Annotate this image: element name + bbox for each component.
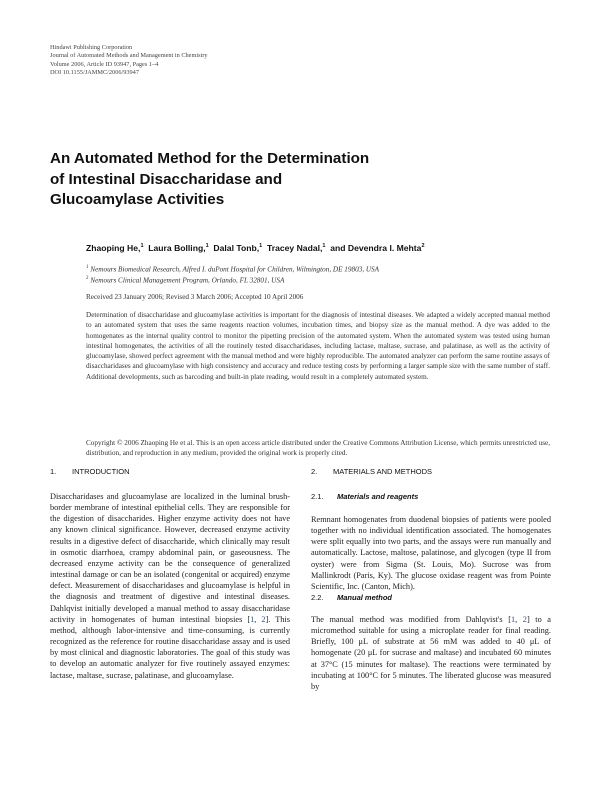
section-2-heading xyxy=(311,467,432,476)
subsection-number: 2.2. xyxy=(311,593,324,602)
received-dates: Received 23 January 2006; Revised 3 March 2006; Accepted 10 April 2006 xyxy=(86,293,304,301)
author-affiliation-mark: 1 xyxy=(322,243,326,250)
affiliation-mark: 1 xyxy=(86,265,89,270)
citation-link[interactable]: 1 xyxy=(510,615,516,624)
author-affiliation-mark: 2 xyxy=(421,243,425,250)
article-title xyxy=(50,149,470,211)
affiliation-1 xyxy=(86,265,379,273)
volume-line: Volume 2006, Article ID 93947, Pages 1–4 xyxy=(50,60,159,68)
citation-link[interactable]: 2 xyxy=(261,614,266,624)
author-name: Dalal Tonb, xyxy=(213,243,260,253)
intro-text-part-b: ]. This method, although labor-intensive and time-consuming, is currently recognized as the reference for routine disaccharidase assay and is used by most clinical and diagnostic laboratories. The goal of this study was to develop an automatic analyzer for five routinely assayed enzymes: lactase, maltase, sucrase, palatinase, and glucoamylase. xyxy=(50,614,290,680)
section-1-heading xyxy=(50,467,130,476)
title-line-3: Glucoamylase Activities xyxy=(50,191,225,208)
author-name: Zhaoping He, xyxy=(86,243,141,253)
subsection-title: Manual method xyxy=(337,593,393,602)
intro-text-part-a: Disaccharidases and glucoamylase are localized in the luminal brush-border membrane of intestinal epithelial cells. They are responsible for the digestion of disaccharides. Higher enzyme activity does not have any known clinical significance. However, decreased enzyme activity results in a digestive defect of disaccharide, which clinically may result in osmotic diarrhoea, crampy abdominal pain, or gaseousness. The decreased enzyme activity can be the consequence of generalized intestinal damage or can be an isolated (congenital or acquired) enzyme defect. Measurement of disaccharidases and glucoamylase is helpful in the diagnosis and treatment of digestive and intestinal diseases. Dahlqvist initially developed a manual method to assay disaccharidase activity in homogenates of human intestinal biopsies [ xyxy=(50,492,290,624)
citation-link[interactable]: 1 xyxy=(250,614,255,624)
subsection-number: 2.1. xyxy=(311,492,324,501)
publisher-line: Hindawi Publishing Corporation xyxy=(50,44,133,51)
abstract: Determination of disaccharidase and glucoamylase activities is important for the diagnosis of intestinal diseases. We adapted a widely accepted manual method to an automated system that uses the same reagents reaction volumes, incubation times, and biopsy size as the manual method. A dye was added to the homogenates as the internal quality control to monitor the pipetting precision of the automated system. When the automated system was tested using human intestinal homogenates, the activities of all the routinely tested disaccharidases, including lactase, maltase, sucrase, and palatinase, as well as the activity of glucoamylase, showed perfect agreement with the manual method and were highly reproducible. The automated analyzer can perform the same routine assays of disaccharidases and glucoamylase with high consistency and accuracy and reduce testing costs by performing a larger sample size with the same number of staff. Additional developments, such as barcoding and built-in plate reading, would result in a completely automated system. xyxy=(86,311,550,381)
affiliation-text: Nemours Clinical Management Program, Orlando, FL 32801, USA xyxy=(90,276,285,285)
author-affiliation-mark: 1 xyxy=(259,243,263,250)
citation-separator: , xyxy=(254,614,262,624)
citation-link[interactable]: 2 xyxy=(522,615,527,624)
author-name: Tracey Nadal, xyxy=(266,243,323,253)
title-line-1: An Automated Method for the Determination xyxy=(50,150,370,167)
journal-name-line: Journal of Automated Methods and Management in Chemistry xyxy=(50,52,208,60)
subsection-title: Materials and reagents xyxy=(337,492,419,501)
subsection-2-1-heading xyxy=(311,492,418,501)
section-title: INTRODUCTION xyxy=(72,467,130,476)
author-affiliation-mark: 1 xyxy=(205,243,209,250)
affiliation-mark: 2 xyxy=(86,276,89,281)
citation-separator: , xyxy=(515,615,523,624)
method-text-part-a: The manual method was modified from Dahlqvist's [ xyxy=(311,615,511,624)
section-number: 1. xyxy=(50,467,57,476)
subsection-2-2-heading xyxy=(311,593,392,602)
journal-header xyxy=(50,44,208,78)
title-line-2: of Intestinal Disaccharidase and xyxy=(50,170,283,188)
doi-line[interactable]: DOI 10.1155/JAMMC/2006/93947 xyxy=(50,69,139,77)
affiliation-text: Nemours Biomedical Research, Alfred I. duPont Hospital for Children, Wilmington, DE 19803, USA xyxy=(90,265,380,274)
author-list xyxy=(86,243,425,253)
materials-paragraph: Remnant homogenates from duodenal biopsies of patients were pooled together with no individual identification associated. The homogenates were split equally into two parts, and the assays were run manually and automatically. Lactose, maltose, palatinose, and glycogen (type II from oyster) were from Sigma (St. Louis, Mo). Sucrose was from Mallinkrodt (Paris, Ky). The glucose oxidase reagent was from Pointe Scientific, Inc. (Canton, Mich). xyxy=(311,515,551,591)
manual-method-paragraph xyxy=(311,614,551,692)
section-title: MATERIALS AND METHODS xyxy=(333,467,433,476)
copyright-notice: Copyright © 2006 Zhaoping He et al. This is an open access article distributed under the Creative Commons Attribution License, which permits unrestricted use, distribution, and reproduction in any medium, provided the original work is properly cited. xyxy=(86,439,550,458)
author-affiliation-mark: 1 xyxy=(140,243,144,250)
author-name: Laura Bolling, xyxy=(148,243,206,253)
author-name: and Devendra I. Mehta xyxy=(330,243,422,253)
affiliation-2 xyxy=(86,276,284,284)
method-text-part-b: ] to a micromethod suitable for using a microplate reader for final reading. Briefly, 100 μL of substrate at 56 mM was added to 40 μL of homogenate (20 μL for sucrase and maltase) and incubated 60 minutes at 37°C (15 minutes for maltase). The reactions were terminated by incubating at 100°C for 5 minutes. The liberated glucose was measured by xyxy=(311,615,551,691)
section-number: 2. xyxy=(311,467,318,476)
introduction-paragraph xyxy=(50,491,290,681)
